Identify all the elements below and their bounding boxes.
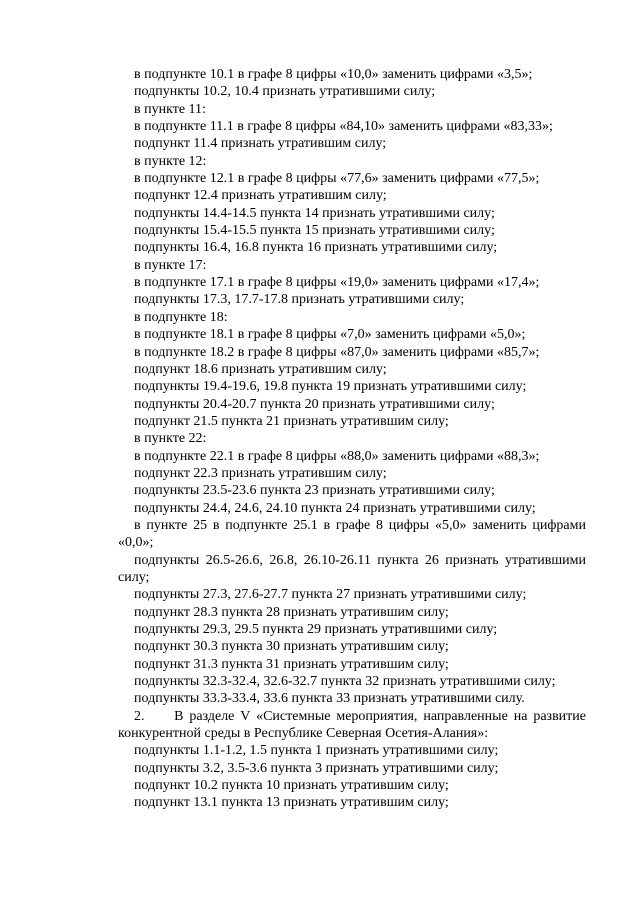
paragraph: подпункт 21.5 пункта 21 признать утратившим силу; bbox=[134, 413, 449, 429]
paragraph: подпункты 27.3, 27.6-27.7 пункта 27 признать утратившими силу; bbox=[134, 587, 527, 603]
paragraph: подпункты 29.3, 29.5 пункта 29 признать утратившими силу; bbox=[134, 622, 498, 637]
paragraph: в подпункте 22.1 в графе 8 цифры «88,0» заменить цифрами «88,3»; bbox=[134, 448, 540, 464]
paragraph: подпункт 30.3 пункта 30 признать утратившим силу; bbox=[134, 639, 449, 655]
document-page bbox=[118, 66, 586, 812]
paragraph: подпункты 33.3-33.4, 33.6 пункта 33 признать утратившими силу. bbox=[134, 691, 525, 707]
paragraph: в подпункте 10.1 в графе 8 цифры «10,0» заменить цифрами «3,5»; bbox=[134, 67, 533, 82]
paragraph: подпункты 23.5-23.6 пункта 23 признать утратившими силу; bbox=[134, 483, 495, 499]
paragraph: подпункты 14.4-14.5 пункта 14 признать утратившими силу; bbox=[134, 205, 495, 221]
paragraph: в подпункте 12.1 в графе 8 цифры «77,6» заменить цифрами «77,5»; bbox=[134, 171, 540, 187]
paragraph: подпункты 32.3-32.4, 32.6-32.7 пункта 32 признать утратившими силу; bbox=[134, 674, 556, 690]
paragraph: подпункты 17.3, 17.7-17.8 признать утратившими силу; bbox=[134, 292, 465, 308]
paragraph: в подпункте 18: bbox=[134, 309, 228, 325]
paragraph: подпункты 3.2, 3.5-3.6 пункта 3 признать утратившими силу; bbox=[134, 760, 499, 776]
paragraph: в пункте 22: bbox=[134, 431, 207, 447]
paragraph: подпункты 24.4, 24.6, 24.10 пункта 24 признать утратившими силу; bbox=[134, 500, 536, 516]
paragraph: подпункты 10.2, 10.4 признать утратившими силу; bbox=[134, 84, 436, 100]
paragraph: в подпункте 18.2 в графе 8 цифры «87,0» заменить цифрами «85,7»; bbox=[134, 344, 540, 360]
paragraph: в пункте 17: bbox=[134, 257, 207, 273]
paragraph: подпункт 12.4 признать утратившим силу; bbox=[134, 188, 387, 204]
paragraph: подпункты 26.5-26.6, 26.8, 26.10-26.11 пункта 26 признать утратившими силу; bbox=[118, 552, 586, 585]
paragraph: подпункты 1.1-1.2, 1.5 пункта 1 признать утратившими силу; bbox=[134, 743, 499, 759]
paragraph: в подпункте 11.1 в графе 8 цифры «84,10» заменить цифрами «83,33»; bbox=[134, 119, 553, 135]
paragraph: подпункт 11.4 признать утратившим силу; bbox=[134, 136, 387, 152]
paragraph: подпункт 13.1 пункта 13 признать утратившим силу; bbox=[134, 795, 449, 811]
paragraph: в пункте 11: bbox=[134, 101, 206, 117]
paragraph: подпункты 16.4, 16.8 пункта 16 признать утратившими силу; bbox=[134, 240, 498, 256]
section-paragraph: 2. В разделе V «Системные мероприятия, направленные на развитие конкурентной среды в Республике Северная Осетия-Алания»: bbox=[118, 708, 586, 742]
paragraph: подпункт 22.3 признать утратившим силу; bbox=[134, 465, 387, 481]
paragraph: в подпункте 18.1 в графе 8 цифры «7,0» заменить цифрами «5,0»; bbox=[134, 327, 526, 343]
paragraph: подпункты 20.4-20.7 пункта 20 признать утратившими силу; bbox=[134, 396, 495, 412]
paragraph: подпункты 15.4-15.5 пункта 15 признать утратившими силу; bbox=[134, 223, 495, 239]
paragraph: подпункты 19.4-19.6, 19.8 пункта 19 признать утратившими силу; bbox=[134, 379, 527, 395]
paragraph: подпункт 10.2 пункта 10 признать утратившим силу; bbox=[134, 778, 449, 794]
paragraph: в пункте 12: bbox=[134, 153, 207, 169]
paragraph: подпункт 28.3 пункта 28 признать утратившим силу; bbox=[134, 604, 449, 620]
paragraph: подпункт 18.6 признать утратившим силу; bbox=[134, 361, 387, 377]
paragraph: подпункт 31.3 пункта 31 признать утратившим силу; bbox=[134, 656, 449, 672]
paragraph: в подпункте 17.1 в графе 8 цифры «19,0» заменить цифрами «17,4»; bbox=[134, 275, 540, 291]
paragraph: в пункте 25 в подпункте 25.1 в графе 8 цифры «5,0» заменить цифрами «0,0»; bbox=[118, 517, 586, 551]
